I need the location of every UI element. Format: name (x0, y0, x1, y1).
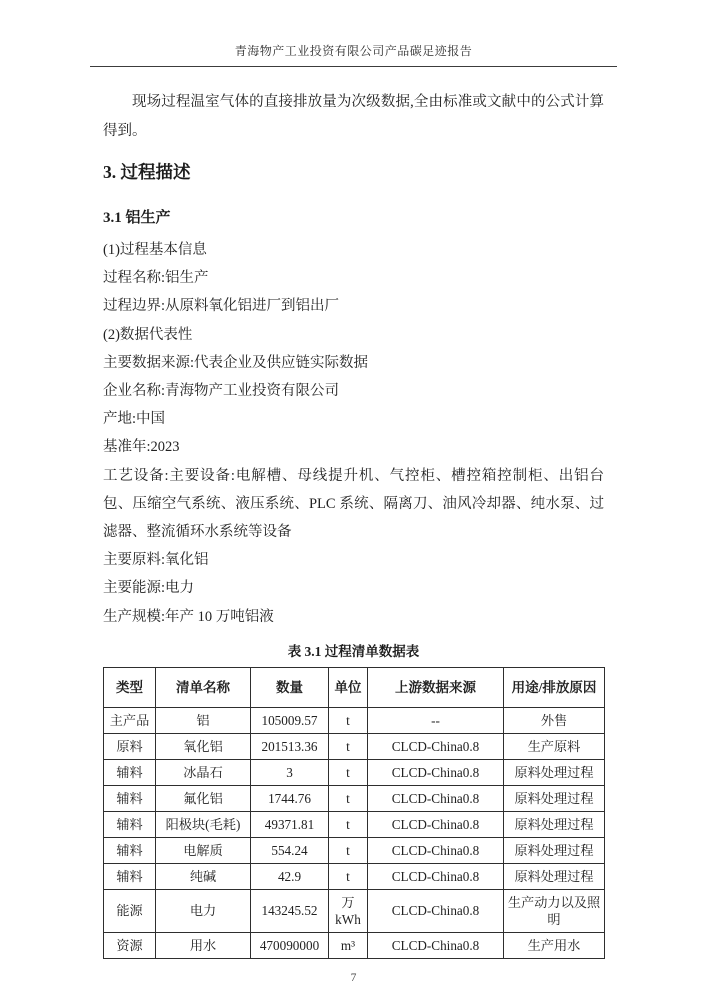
table-row (104, 785, 605, 811)
col-header-quantity: 数量 (251, 667, 329, 707)
table-cell: CLCD-China0.8 (368, 733, 504, 759)
table-row (104, 837, 605, 863)
section-heading: 3. 过程描述 (103, 162, 191, 182)
info-line-base-year: 基准年:2023 (103, 439, 180, 456)
table-cell: m³ (329, 932, 368, 958)
intro-paragraph: 现场过程温室气体的直接排放量为次级数据,全由标准或文献中的公式计算得到。 (103, 94, 604, 139)
table-header-row (104, 667, 605, 707)
table-cell: 生产用水 (504, 932, 605, 958)
table-cell: -- (368, 707, 504, 733)
table-cell: CLCD-China0.8 (368, 759, 504, 785)
table-cell: 470090000 (251, 932, 329, 958)
table-row (104, 733, 605, 759)
table-cell: 辅料 (104, 759, 156, 785)
table-cell: 辅料 (104, 837, 156, 863)
info-line-origin: 产地:中国 (103, 411, 166, 428)
table-cell: CLCD-China0.8 (368, 889, 504, 932)
table-cell: 辅料 (104, 811, 156, 837)
table-cell: CLCD-China0.8 (368, 785, 504, 811)
inventory-table (103, 667, 605, 959)
col-header-type: 类型 (104, 667, 156, 707)
table-cell: 冰晶石 (156, 759, 251, 785)
col-header-upstream-source: 上游数据来源 (368, 667, 504, 707)
table-cell: 铝 (156, 707, 251, 733)
table-cell: t (329, 837, 368, 863)
table-row (104, 707, 605, 733)
table-cell: 万kWh (329, 889, 368, 932)
table-cell: t (329, 785, 368, 811)
table-cell: 氟化铝 (156, 785, 251, 811)
table-cell: 阳极块(毛耗) (156, 811, 251, 837)
info-line-production-scale: 生产规模:年产 10 万吨铝液 (103, 608, 274, 625)
col-header-usage-reason: 用途/排放原因 (504, 667, 605, 707)
table-cell: 生产动力以及照明 (504, 889, 605, 932)
info-line-process-boundary: 过程边界:从原料氧化铝进厂到铝出厂 (103, 298, 340, 315)
table-cell: 生产原料 (504, 733, 605, 759)
table-cell: 49371.81 (251, 811, 329, 837)
table-cell: 电力 (156, 889, 251, 932)
table-cell: 用水 (156, 932, 251, 958)
table-cell: 554.24 (251, 837, 329, 863)
table-cell: 电解质 (156, 837, 251, 863)
subsection-heading: 3.1 铝生产 (103, 210, 171, 226)
table-row (104, 889, 605, 932)
table-cell: CLCD-China0.8 (368, 932, 504, 958)
table-cell: t (329, 707, 368, 733)
info-line-equipment: 工艺设备:主要设备:电解槽、母线提升机、气控柜、槽控箱控制柜、出铝台包、压缩空气系统、液压系统、PLC 系统、隔离刀、油风冷却器、纯水泵、过滤器、整流循环水系统等设备 (103, 467, 604, 541)
table-cell: 纯碱 (156, 863, 251, 889)
table-cell: 主产品 (104, 707, 156, 733)
info-line-data-representativeness: (2)数据代表性 (103, 326, 193, 343)
info-line-data-source: 主要数据来源:代表企业及供应链实际数据 (103, 354, 369, 371)
table-cell: t (329, 759, 368, 785)
col-header-unit: 单位 (329, 667, 368, 707)
table-cell: 原料处理过程 (504, 811, 605, 837)
info-line-main-material: 主要原料:氧化铝 (103, 552, 209, 569)
table-cell: 1744.76 (251, 785, 329, 811)
running-header-title: 青海物产工业投资有限公司产品碳足迹报告 (234, 44, 473, 58)
table-cell: 143245.52 (251, 889, 329, 932)
table-cell: 氧化铝 (156, 733, 251, 759)
table-cell: CLCD-China0.8 (368, 837, 504, 863)
table-cell: t (329, 863, 368, 889)
table-cell: 原料 (104, 733, 156, 759)
running-header (90, 0, 617, 67)
table-cell: 105009.57 (251, 707, 329, 733)
page-number: 7 (350, 971, 357, 984)
table-cell: 原料处理过程 (504, 837, 605, 863)
table-cell: 3 (251, 759, 329, 785)
table-cell: 辅料 (104, 785, 156, 811)
table-cell: CLCD-China0.8 (368, 863, 504, 889)
table-cell: 资源 (104, 932, 156, 958)
info-line-company-name: 企业名称:青海物产工业投资有限公司 (103, 383, 340, 400)
info-line-main-energy: 主要能源:电力 (103, 580, 195, 597)
col-header-item-name: 清单名称 (156, 667, 251, 707)
table-cell: t (329, 811, 368, 837)
process-info-block (103, 236, 604, 631)
info-line-process-name: 过程名称:铝生产 (103, 270, 209, 287)
table-cell: 原料处理过程 (504, 785, 605, 811)
table-cell: 能源 (104, 889, 156, 932)
table-row (104, 811, 605, 837)
table-cell: 原料处理过程 (504, 863, 605, 889)
table-cell: 外售 (504, 707, 605, 733)
table-cell: 辅料 (104, 863, 156, 889)
table-caption: 表 3.1 过程清单数据表 (287, 643, 420, 659)
info-line-basic-info: (1)过程基本信息 (103, 242, 207, 258)
table-cell: 42.9 (251, 863, 329, 889)
page-content (103, 88, 604, 984)
table-row (104, 863, 605, 889)
table-cell: 原料处理过程 (504, 759, 605, 785)
table-row (104, 759, 605, 785)
table-cell: CLCD-China0.8 (368, 811, 504, 837)
table-cell: t (329, 733, 368, 759)
table-row (104, 932, 605, 958)
table-cell: 201513.36 (251, 733, 329, 759)
